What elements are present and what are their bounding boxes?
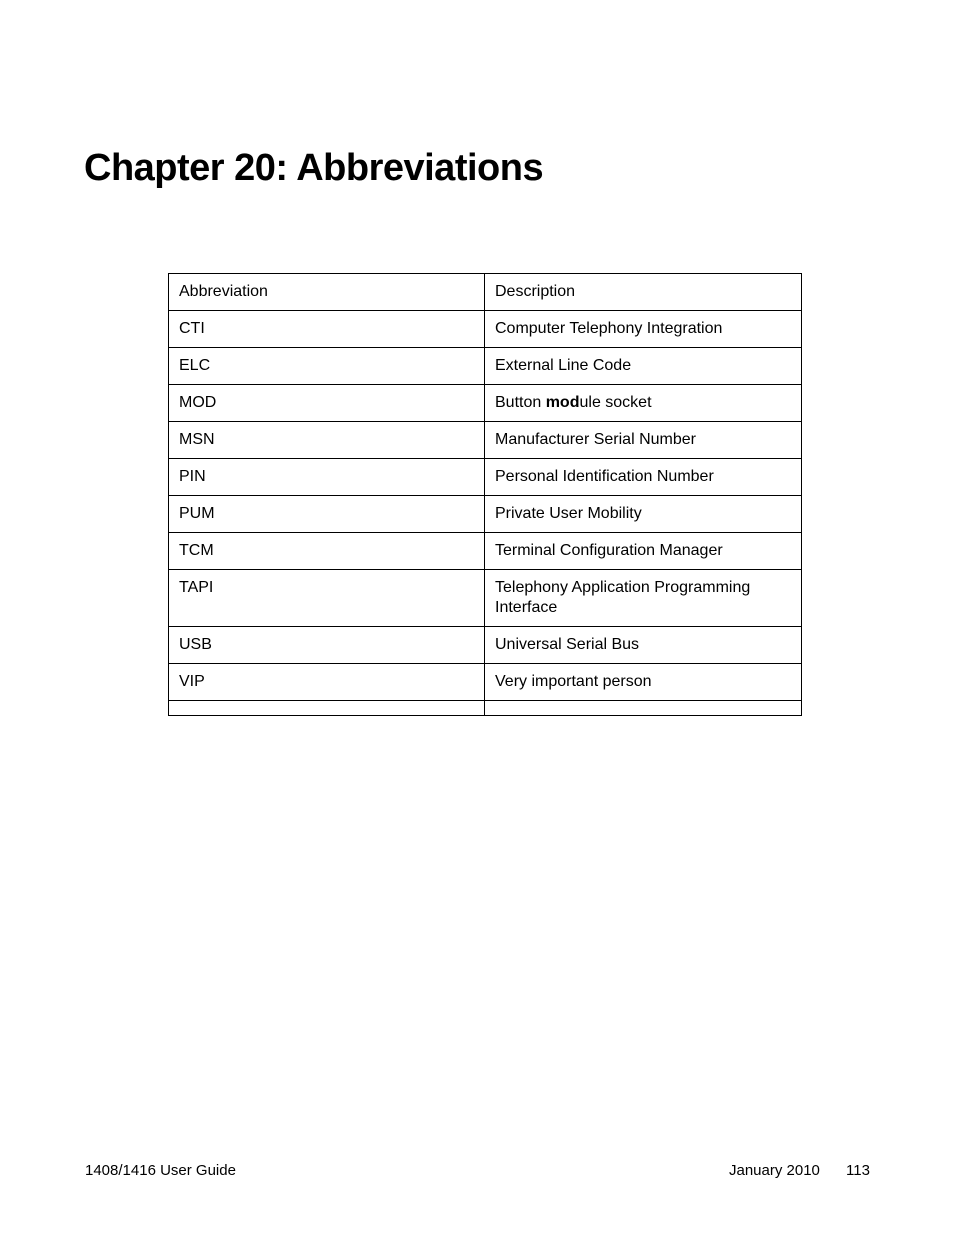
description-cell: Very important person (485, 664, 802, 701)
footer-date: January 2010 (729, 1162, 820, 1179)
table-row (169, 385, 802, 422)
description-line: Telephony Application Programming (495, 579, 751, 596)
table-row (169, 664, 802, 701)
abbreviations-table (168, 273, 802, 716)
abbreviation-cell: PUM (169, 496, 485, 533)
table-row (169, 459, 802, 496)
table-row (169, 348, 802, 385)
abbreviation-cell: MSN (169, 422, 485, 459)
description-line: Interface (495, 599, 558, 616)
abbreviation-cell: MOD (169, 385, 485, 422)
empty-cell (169, 701, 485, 716)
description-cell: Terminal Configuration Manager (485, 533, 802, 570)
footer-document-title: 1408/1416 User Guide (85, 1162, 236, 1179)
description-cell (485, 570, 802, 627)
abbreviation-cell: USB (169, 627, 485, 664)
description-cell (485, 385, 802, 422)
description-cell: Manufacturer Serial Number (485, 422, 802, 459)
abbreviation-cell: ELC (169, 348, 485, 385)
description-prefix: Button (495, 394, 546, 411)
abbreviation-cell: CTI (169, 311, 485, 348)
description-bold-fragment: mod (545, 394, 580, 411)
description-cell: Computer Telephony Integration (485, 311, 802, 348)
table-row (169, 533, 802, 570)
footer-page-number: 113 (846, 1162, 870, 1179)
abbreviation-cell: TAPI (169, 570, 485, 627)
table-row (169, 570, 802, 627)
table-row-empty (169, 701, 802, 716)
abbreviation-cell: PIN (169, 459, 485, 496)
table-header-row (169, 274, 802, 311)
abbreviation-cell: TCM (169, 533, 485, 570)
table-row (169, 311, 802, 348)
description-suffix: ule socket (579, 394, 652, 411)
column-header-description: Description (485, 274, 802, 311)
abbreviation-cell: VIP (169, 664, 485, 701)
column-header-abbreviation: Abbreviation (169, 274, 485, 311)
description-cell: Universal Serial Bus (485, 627, 802, 664)
description-cell: Private User Mobility (485, 496, 802, 533)
table-row (169, 422, 802, 459)
empty-cell (485, 701, 802, 716)
table-row (169, 627, 802, 664)
description-cell: External Line Code (485, 348, 802, 385)
table-row (169, 496, 802, 533)
description-cell: Personal Identification Number (485, 459, 802, 496)
page-title: Chapter 20: Abbreviations (84, 147, 544, 189)
